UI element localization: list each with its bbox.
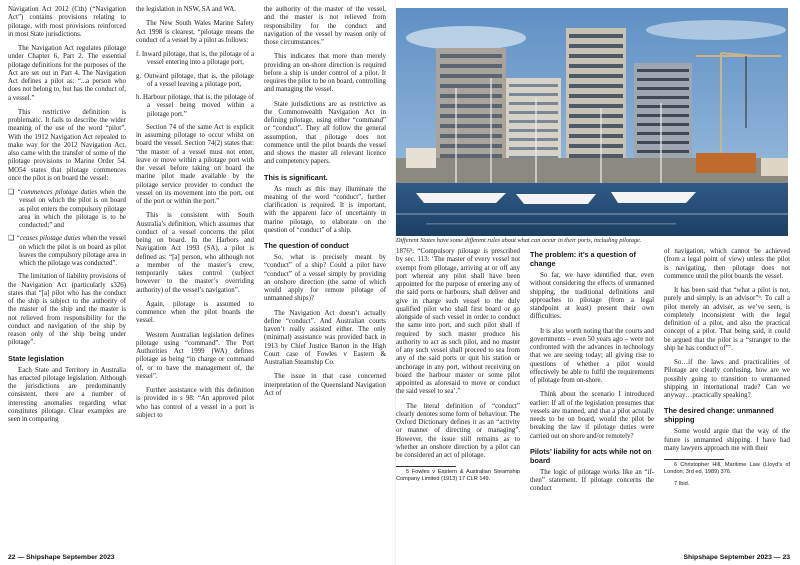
paragraph: Each State and Territory in Australia has enacted pilotage legislation. Although the jurisdictions are predominantly consistent, there are a number of interesting anomalies regarding what constitutes pilotage. Clear examples are seen in comparing <box>8 366 126 423</box>
column-6 <box>664 248 790 538</box>
bullet-emphasis: “ceases pilotage duties <box>15 235 81 243</box>
paragraph: Western Australian legislation defines pilotage using “command”. The Port Authorities Act 1999 (WA) defines pilotage as being “in charge or command of, or to have the management of, the vessel”. <box>136 331 254 380</box>
paragraph: Think about the scenario I introduced earlier: If all of the legislation presumes that vessels are manned, and that a pilot actually needs to be on board, would the pilot be breaking the law if pilotage duties were carried out on shore and/or remotely? <box>530 391 654 440</box>
paragraph: It has been said that “what a pilot is not, purely and simply, is an advisor”⁶. To call a pilot merely an adviser, as we’ve seen, is completely inconsistent with the legal definition of a pilot, and also the practical concept of a pilot. That being said, it could be argued that the pilot is a “stranger to the ship he has conduct of”⁷. <box>664 287 790 352</box>
bullet-text: when the vessel on which the pilot is on board as pilot leaves the compulsory pilotage area in which the pilotage was conducted”. <box>19 235 126 267</box>
harbour-photo-illustration <box>396 8 788 236</box>
list-item: f. Inward pilotage, that is, the pilotage of a vessel entering into a pilotage port, <box>136 51 254 67</box>
paragraph: The logic of pilotage works like an “if-then” statement. If pilotage concerns the conduct <box>530 468 654 493</box>
section-heading: This is significant. <box>264 172 328 182</box>
footer-left: 22 — Shipshape September 2023 <box>8 554 115 561</box>
paragraph: Further assistance with this definition is provided in s 98: “An approved pilot who has control of a vessel in a port is subject to <box>136 387 254 419</box>
harbour-photo <box>396 8 788 236</box>
paragraph: So, what is precisely meant by “conduct” of a ship? Could a pilot have “conduct” of a vessel simply by providing an onshore direction (the same of which would apply for remote pilotage of unmanned ships)? <box>264 254 386 303</box>
bullet-text: when the vessel on which the pilot is on board as pilot enters the compulsory pilotage area in which the pilotage is to be conducted;” and <box>19 189 126 229</box>
bullet-item: ❑ “commences pilotage duties when the vessel on which the pilot is on board as pilot enters the compulsory pilotage area in which the pilotage is to be conducted;” and <box>8 189 126 229</box>
paragraph: The Navigation Act regulates pilotage under Chapter 6, Part 2. The essential pilotage definitions for the purposes of the Act are set out in Part 4. The Navigation Act defines a pilot as: “...a person who does not belong to, but has the conduct of, a vessel.” <box>8 45 126 102</box>
footnote-divider <box>664 459 724 460</box>
section-heading: The problem: it’s a question of change <box>530 250 636 268</box>
photo-caption: Different States have some different rules about what can occur in their ports, including pilotage. <box>396 237 642 244</box>
paragraph: of navigation, which cannot be achieved (from a legal point of view) unless the pilot is navigating, then pilotage does not commence until the pilot boards the vessel. <box>664 248 790 280</box>
list-item: h. Harbour pilotage, that is, the pilotage of a vessel being moved within a pilotage port.” <box>136 94 254 118</box>
section-heading: The question of conduct <box>264 241 349 250</box>
section-heading: Pilots’ liability for acts while not on board <box>530 446 652 465</box>
paragraph: This is consistent with South Australia’s definition, which assumes that conduct of a vessel concerns the pilot being on board. In the Harbors and Navigation Act 1993 (SA), a pilot is defined as: “[a] person, who although not a member of the master’s crew, temporarily takes control (subject however to the master’s overriding authority) of the vessel’s navigation”. <box>136 212 254 294</box>
paragraph: the authority of the master of the vessel, and the master is not relieved from responsibility for the conduct and navigation of the vessel by reason only of those circumstances.” <box>264 6 386 46</box>
footnote: 5 Fowles v Eastern & Australian Steamship Company Limited (1913) 17 CLR 149. <box>396 469 520 482</box>
column-1 <box>8 6 126 541</box>
footer-right: Shipshape September 2023 — 23 <box>683 554 790 561</box>
paragraph: The literal definition of “conduct” clearly denotes some form of behaviour. The Oxford Dictionary defines it as an “activity or manner of directing or managing”. However, the issue still remains as to whether an onshore direction by a pilot can be considered an act of pilotage. <box>396 402 520 459</box>
paragraph: Again, pilotage is assumed to commence when the pilot boards the vessel. <box>136 300 254 325</box>
paragraph: This indicates that more than merely providing an on-shore direction is required before a ship is under control of a pilot. It requires the pilot to be on board, controlling and managing the vessel. <box>264 53 386 94</box>
column-4 <box>396 248 520 538</box>
paragraph: This restrictive definition is problematic. It fails to describe the wider meaning of the use of the word “pilot”. With the 1912 Navigation Act repealed to make way for the 2012 Navigation Act, also came with the transfer of some of the pilotage provisions to Marine Order 54. MO54 states that pilotage commences once the pilot is on board the vessel: <box>8 108 126 182</box>
paragraph: The issue in that case concerned interpretation of the Queensland Navigation Act of <box>264 373 386 397</box>
paragraph: It is also worth noting that the courts and governments – even 50 years ago – were not confronted with the advances in technology that we are seeing today; all giving rise to questions of whether a pilot would effectively be able to fulfil the requirements of pilotage from on-shore. <box>530 327 654 384</box>
paragraph: Section 74 of the same Act is explicit in assuming pilotage to occur whilst on board the vessel. Section 74(2) states that: “the master of a vessel must not enter, leave or move within a pilotage port with the vessel before taking on board the marine pilot made available by the pilotage service provider to conduct the vessel on its movement into the port, out of the port or within the port.” <box>136 123 254 205</box>
paragraph: So…if the laws and practicalities of Pilotage are clearly confusing, how are we possibly going to transition to unmanned shipping in international trade? Can we anyway…practically speaking? <box>664 359 790 399</box>
paragraph: The New South Wales Marine Safety Act 1998 is clearest, “pilotage means the conduct of a vessel by a pilot as follows: <box>136 20 254 44</box>
paragraph: The limitation of liability provisions of the Navigation Act (particularly s326) states that “[a] pilot who has the conduct of the ship is subject to the authority of the master of the ship and the master is not relieved from responsibility for the conduct and navigation of the ship by reason only of the ship being under pilotage”. <box>8 273 126 347</box>
bullet-item: ❑ “ceases pilotage duties when the vessel on which the pilot is on board as pilot leaves the compulsory pilotage area in which the pilotage was conducted”. <box>8 235 126 267</box>
section-heading: The desired change: unmanned shipping <box>664 406 774 425</box>
paragraph: the legislation in NSW, SA and WA. <box>136 6 236 13</box>
column-5 <box>530 248 654 538</box>
bullet-emphasis: “commences pilotage duties <box>16 189 98 196</box>
paragraph: Some would argue that the way of the future is unmanned shipping. I have had many lawyers approach me with their <box>664 428 790 452</box>
footnote-divider <box>396 466 456 467</box>
paragraph: 1876⁵: “Compulsory pilotage is prescribed by sec. 113: ‘The master of every vessel not exempt from pilotage, arriving at or off any port whereat any pilot shall have been appointed for the purpose of entering any of the said ports or harbours, shall deliver and give in charge such vessel to the duly qualified pilot who shall first board or go alongside of such vessel in order to conduct the same into port, and such pilot shall if required by such master produce his authority to act as such pilot, and no master of any such vessel shall proceed to sea from any of the said ports or quit his station or anchorage in any port, without receiving on board the harbour master or some pilot appointed as aforesaid to move or conduct the said vessel to sea’.” <box>396 248 520 396</box>
paragraph: State jurisdictions are as restrictive as the Commonwealth Navigation Act in defining pilotage, using either “command” or “conduct”. They all follow the general assumption, that pilotage does not commence until the pilot boards the vessel and shows the master all relevant licence and competency papers. <box>264 100 386 166</box>
paragraph: So far, we have identified that, even without considering the effects of unmanned shipping, the traditional definitions and approaches to pilotage (from a legal standpoint at least) present their own difficulties. <box>530 272 654 321</box>
column-3 <box>264 6 386 541</box>
paragraph: As much as this may illuminate the meaning of the word “conduct”, further clarification is required. It is important, with the apparent face of uncertainty in marine pilotage, to elaborate on the question of “conduct” of a ship. <box>264 185 386 234</box>
paragraph: Navigation Act 2012 (Cth) (“Navigation Act”) contains provisions relating to pilotage, with most provisions reinforced in most State jurisdictions. <box>8 6 126 38</box>
list-item: g. Outward pilotage, that is, the pilotage of a vessel leaving a pilotage port, <box>136 72 254 88</box>
section-heading: State legislation <box>8 353 64 363</box>
footnote: 6 Christopher Hill, Maritime Law (Lloyd’s of London, 3rd ed, 1989) 376. <box>664 462 790 475</box>
column-2 <box>136 6 254 541</box>
footnote: 7 Ibid. <box>674 481 690 488</box>
paragraph: The Navigation Act doesn’t actually define “conduct”. And Australian courts haven’t really assisted either. The only (minimal) assistance was provided back in 1913 by Chief Justice Barton in the High Court case of Fowles v Eastern & Australian Steamship Co. <box>264 309 386 366</box>
